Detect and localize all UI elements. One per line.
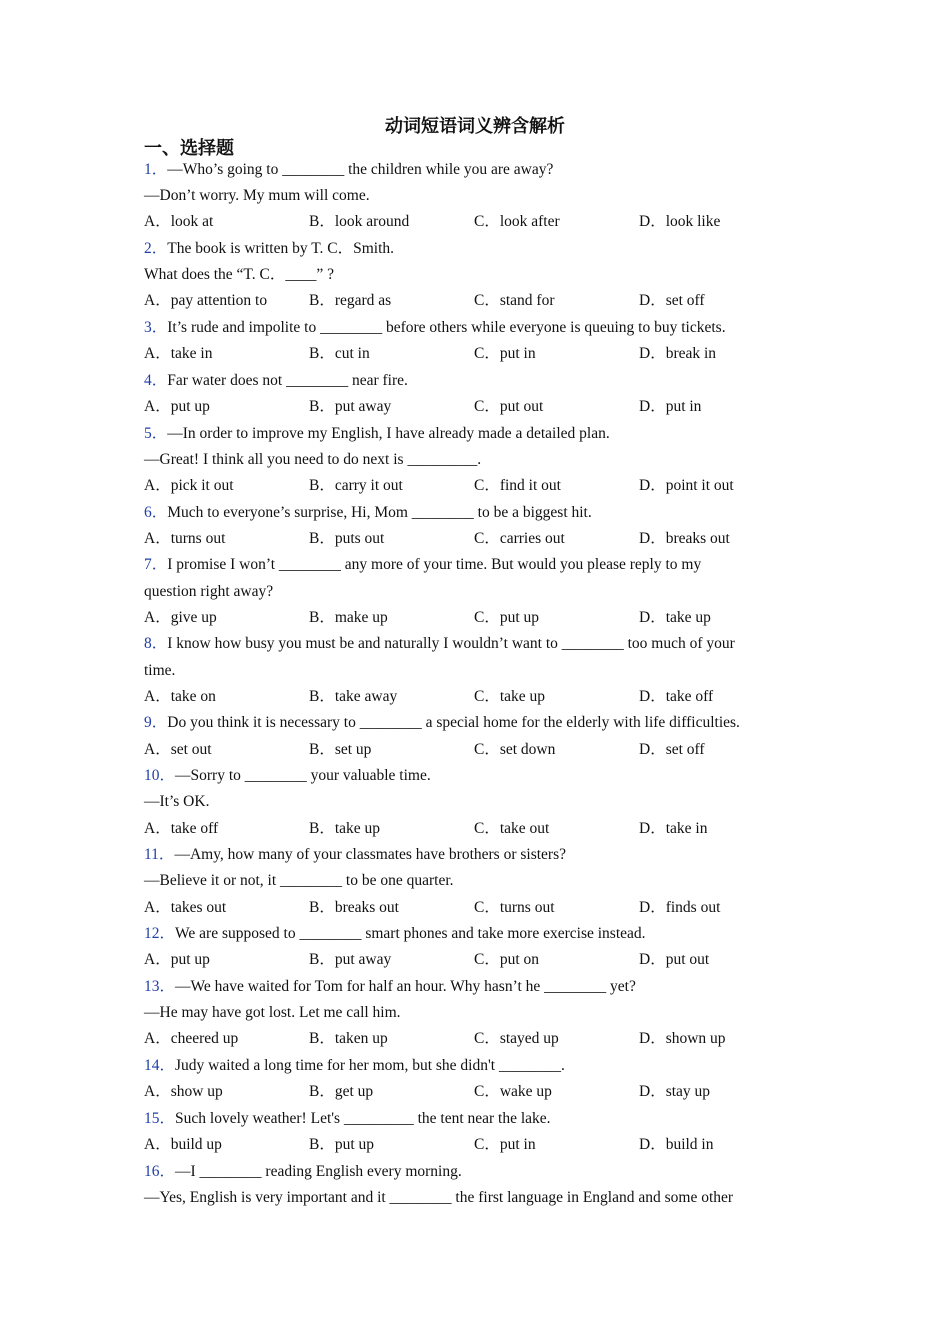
question-text: —In order to improve my English, I have already made a detailed plan. <box>167 424 610 442</box>
answer-option[interactable]: C．put out <box>474 398 544 415</box>
question-text: Do you think it is necessary to ________ a special home for the elderly with life difficulties. <box>167 714 740 732</box>
question-block <box>144 710 804 763</box>
options-row <box>144 394 804 421</box>
question-text: I know how busy you must be and naturally I wouldn’t want to ________ too much of your <box>167 635 735 653</box>
question-text: Such lovely weather! Let's _________ the tent near the lake. <box>175 1109 551 1127</box>
document-title: 动词短语词义辨含解析 <box>385 116 565 137</box>
answer-option[interactable]: D．breaks out <box>639 529 730 547</box>
answer-option[interactable]: C．set down <box>474 740 556 758</box>
answer-option[interactable]: A．cheered up <box>144 1030 239 1048</box>
answer-option[interactable]: A．put up <box>144 951 210 969</box>
question-stem <box>144 1106 804 1132</box>
answer-option[interactable]: B．take up <box>309 819 381 837</box>
question-stem <box>144 1159 804 1185</box>
question-number: 13． <box>144 977 176 995</box>
question-text: —Sorry to ________ your valuable time. <box>175 767 431 785</box>
question-text: question right away? <box>144 582 274 600</box>
question-block <box>144 631 804 710</box>
answer-option[interactable]: A．take on <box>144 687 216 705</box>
answer-option[interactable]: D．take in <box>639 819 708 837</box>
question-number: 4． <box>144 371 168 389</box>
question-text: What does the “T. C．____” ? <box>144 266 334 284</box>
question-line <box>144 447 804 473</box>
answer-option[interactable]: D．set off <box>639 740 705 758</box>
answer-option[interactable]: D．build in <box>639 1135 714 1153</box>
answer-option[interactable]: A．show up <box>144 1083 223 1101</box>
options-row <box>144 947 804 974</box>
answer-option[interactable]: D．stay up <box>639 1083 711 1101</box>
answer-option[interactable]: C．stand for <box>474 292 555 310</box>
question-text: —Don’t worry. My mum will come. <box>144 187 370 205</box>
answer-option[interactable]: A．turns out <box>144 529 226 547</box>
question-stem <box>144 236 804 262</box>
answer-option[interactable]: C．take out <box>474 819 550 837</box>
question-line <box>144 579 804 605</box>
answer-option[interactable]: C．put in <box>474 345 536 363</box>
answer-option[interactable]: D．finds out <box>639 898 721 916</box>
answer-option[interactable]: B．put up <box>309 1135 375 1153</box>
question-stem <box>144 552 804 578</box>
question-text: —We have waited for Tom for half an hour. Why hasn’t he ________ yet? <box>175 977 636 995</box>
answer-option[interactable]: A．give up <box>144 608 217 626</box>
question-stem <box>144 974 804 1000</box>
question-block <box>144 236 804 315</box>
question-block <box>144 763 804 842</box>
answer-option[interactable]: D．put in <box>639 398 702 415</box>
answer-option[interactable]: A．put up <box>144 398 210 415</box>
question-stem <box>144 710 804 736</box>
question-text: —Yes, English is very important and it ________ the first language in England and some other <box>144 1188 734 1206</box>
answer-option[interactable]: B．regard as <box>309 292 392 310</box>
question-stem <box>144 763 804 789</box>
question-number: 5． <box>144 424 168 442</box>
answer-option[interactable]: D．break in <box>639 345 717 363</box>
answer-option[interactable]: B．take away <box>309 687 398 705</box>
question-block <box>144 421 804 500</box>
question-number: 16． <box>144 1162 176 1180</box>
answer-option[interactable]: D．take up <box>639 608 711 626</box>
options-row <box>144 605 804 632</box>
question-block <box>144 1106 804 1159</box>
answer-option[interactable]: A．build up <box>144 1135 222 1153</box>
options-row <box>144 1079 804 1106</box>
question-text: —Great! I think all you need to do next is _________. <box>144 450 482 468</box>
answer-option[interactable]: C．stayed up <box>474 1030 559 1048</box>
question-stem <box>144 421 804 447</box>
answer-option[interactable]: C．find it out <box>474 477 561 494</box>
question-stem <box>144 500 804 526</box>
options-row <box>144 288 804 315</box>
answer-option[interactable]: A．take in <box>144 345 213 363</box>
question-block <box>144 974 804 1053</box>
options-row <box>144 816 804 843</box>
question-number: 12． <box>144 925 176 943</box>
answer-option[interactable]: C．wake up <box>474 1083 552 1101</box>
question-text: —He may have got lost. Let me call him. <box>144 1004 401 1022</box>
question-number: 10． <box>144 767 176 785</box>
question-text: Much to everyone’s surprise, Hi, Mom ________ to be a biggest hit. <box>167 503 592 521</box>
options-row <box>144 526 804 553</box>
question-stem <box>144 315 804 341</box>
question-text: —Amy, how many of your classmates have brothers or sisters? <box>174 846 567 864</box>
question-text: time. <box>144 661 176 679</box>
answer-option[interactable]: A．takes out <box>144 898 227 916</box>
answer-option[interactable]: D．look like <box>639 213 721 231</box>
answer-option[interactable]: B．put away <box>309 951 392 969</box>
question-number: 9． <box>144 714 168 732</box>
question-block <box>144 552 804 631</box>
question-number: 14． <box>144 1056 176 1074</box>
question-text: Judy waited a long time for her mom, but she didn't ________. <box>175 1056 565 1074</box>
question-text: —I ________ reading English every morning. <box>175 1162 462 1180</box>
question-text: I promise I won’t ________ any more of your time. But would you please reply to my <box>167 556 702 574</box>
answer-option[interactable]: B．cut in <box>309 345 370 363</box>
answer-option[interactable]: B．look around <box>309 213 410 231</box>
options-row <box>144 684 804 711</box>
question-stem <box>144 842 804 868</box>
question-block <box>144 315 804 368</box>
options-row <box>144 1026 804 1053</box>
answer-option[interactable]: A．look at <box>144 213 214 231</box>
question-line <box>144 658 804 684</box>
question-number: 3． <box>144 319 168 336</box>
answer-option[interactable]: C．take up <box>474 687 546 705</box>
question-block <box>144 368 804 421</box>
answer-option[interactable]: D．shown up <box>639 1030 726 1048</box>
question-stem <box>144 157 804 183</box>
answer-option[interactable]: A．pick it out <box>144 477 234 494</box>
question-block <box>144 842 804 921</box>
answer-option[interactable]: D．put out <box>639 951 710 969</box>
answer-option[interactable]: B．puts out <box>309 529 385 547</box>
answer-option[interactable]: A．set out <box>144 740 212 758</box>
answer-option[interactable]: B．make up <box>309 608 388 626</box>
options-row <box>144 341 804 368</box>
question-number: 15． <box>144 1109 176 1127</box>
question-number: 7． <box>144 556 168 574</box>
options-row <box>144 209 804 236</box>
question-stem <box>144 368 804 394</box>
question-line <box>144 262 804 288</box>
answer-option[interactable]: C．turns out <box>474 898 555 916</box>
question-block <box>144 500 804 553</box>
question-text: Far water does not ________ near fire. <box>167 371 408 389</box>
options-row <box>144 737 804 764</box>
answer-option[interactable]: D．take off <box>639 687 714 705</box>
question-list <box>144 157 804 1211</box>
options-row <box>144 1132 804 1159</box>
answer-option[interactable]: C．put in <box>474 1135 536 1153</box>
question-line <box>144 1185 804 1211</box>
answer-option[interactable]: C．look after <box>474 213 560 231</box>
section-heading: 一、选择题 <box>144 138 234 159</box>
question-line <box>144 868 804 894</box>
question-text: The book is written by T. C．Smith. <box>167 240 395 257</box>
answer-option[interactable]: B．get up <box>309 1083 374 1101</box>
answer-option[interactable]: C．carries out <box>474 529 565 547</box>
answer-option[interactable]: B．breaks out <box>309 898 399 916</box>
options-row <box>144 473 804 500</box>
answer-option[interactable]: D．set off <box>639 292 705 310</box>
question-text: —Believe it or not, it ________ to be one quarter. <box>144 872 454 890</box>
question-block <box>144 1159 804 1211</box>
question-text: We are supposed to ________ smart phones and take more exercise instead. <box>175 925 646 943</box>
question-number: 11． <box>144 846 175 864</box>
question-number: 6． <box>144 503 168 521</box>
question-text: It’s rude and impolite to ________ before others while everyone is queuing to buy tickets. <box>167 319 726 336</box>
question-line <box>144 183 804 209</box>
answer-option[interactable]: B．taken up <box>309 1030 388 1048</box>
question-stem <box>144 921 804 947</box>
answer-option[interactable]: B．put away <box>309 398 392 415</box>
answer-option[interactable]: A．pay attention to <box>144 292 268 310</box>
question-line <box>144 1000 804 1026</box>
answer-option[interactable]: A．take off <box>144 819 219 837</box>
question-text: —It’s OK. <box>144 793 210 811</box>
question-block <box>144 157 804 236</box>
question-number: 2． <box>144 240 168 257</box>
question-text: —Who’s going to ________ the children while you are away? <box>167 161 554 178</box>
question-number: 1． <box>144 161 168 178</box>
question-block <box>144 1053 804 1106</box>
question-line <box>144 789 804 815</box>
options-row <box>144 895 804 922</box>
question-block <box>144 921 804 974</box>
question-stem <box>144 1053 804 1079</box>
answer-option[interactable]: C．put up <box>474 608 540 626</box>
question-stem <box>144 631 804 657</box>
question-number: 8． <box>144 635 168 653</box>
answer-option[interactable]: B．set up <box>309 740 372 758</box>
answer-option[interactable]: D．point it out <box>639 477 734 494</box>
answer-option[interactable]: B．carry it out <box>309 477 403 494</box>
answer-option[interactable]: C．put on <box>474 951 540 969</box>
